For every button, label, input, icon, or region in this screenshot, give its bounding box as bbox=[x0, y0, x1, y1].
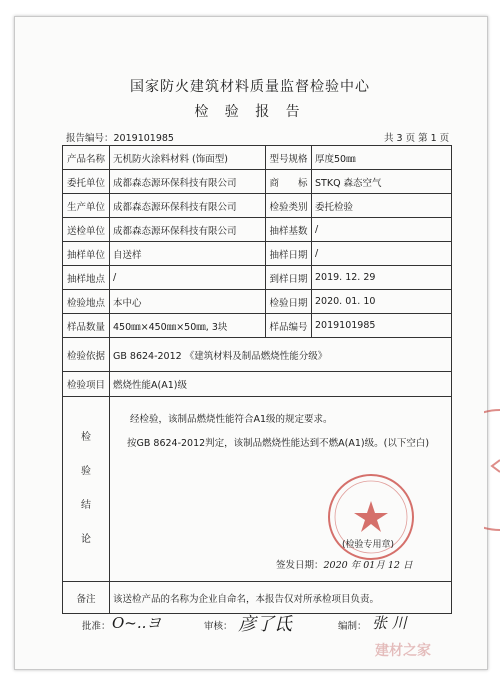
watermark: 建材之家 bbox=[375, 643, 431, 659]
review-label: 审核： bbox=[204, 621, 233, 632]
product-name-value: 无机防火涂料材料 (饰面型) bbox=[110, 146, 266, 170]
model-label: 型号规格 bbox=[266, 146, 312, 170]
sampler-label: 抽样单位 bbox=[63, 242, 110, 266]
issue-date bbox=[276, 557, 412, 571]
sampler-value: 自送样 bbox=[110, 242, 266, 266]
report-table bbox=[62, 145, 452, 614]
seal-caption: (检验专用章) bbox=[342, 540, 395, 550]
arrival-value: 2019. 12. 29 bbox=[312, 266, 452, 290]
issue-date-value: 2020 年 01月 12 日 bbox=[323, 560, 413, 571]
basis-value: GB 8624-2012 《建筑材料及制品燃烧性能分级》 bbox=[110, 338, 452, 372]
sample-date-value: / bbox=[312, 242, 452, 266]
model-value: 厚度50㎜ bbox=[312, 146, 452, 170]
sample-base-value: / bbox=[312, 218, 452, 242]
sample-no-label: 样品编号 bbox=[266, 314, 312, 338]
sample-place-label: 抽样地点 bbox=[63, 266, 110, 290]
client-label: 委托单位 bbox=[63, 170, 110, 194]
institution-title: 国家防火建筑材料质量监督检验中心 bbox=[130, 79, 370, 95]
basis-label: 检验依据 bbox=[63, 338, 110, 372]
issue-date-label: 签发日期： bbox=[276, 560, 324, 571]
arrival-label: 到样日期 bbox=[266, 266, 312, 290]
items-value: 燃烧性能A(A1)级 bbox=[110, 372, 452, 397]
conclusion-line-2: 按GB 8624-2012判定，该制品燃烧性能达到不燃A(A1)级。(以下空白) bbox=[127, 438, 430, 449]
client-value: 成都森态源环保科技有限公司 bbox=[110, 170, 266, 194]
report-title: 检 验 报 告 bbox=[194, 104, 306, 120]
sample-place-value: / bbox=[110, 266, 266, 290]
remark-value: 该送检产品的名称为企业自命名，本报告仅对所承检项目负责。 bbox=[110, 582, 452, 614]
approve-label: 批准： bbox=[82, 621, 111, 632]
approve-signature: O~..ヨ bbox=[112, 614, 162, 632]
review-signature: 彦了氐 bbox=[238, 614, 292, 635]
report-number bbox=[66, 130, 174, 144]
test-type-value: 委托检验 bbox=[312, 194, 452, 218]
sample-base-label: 抽样基数 bbox=[266, 218, 312, 242]
edit-label: 编制： bbox=[338, 621, 367, 632]
remark-label: 备注 bbox=[63, 582, 110, 614]
report-number-label: 报告编号： bbox=[66, 133, 114, 144]
test-place-value: 本中心 bbox=[110, 290, 266, 314]
product-name-label: 产品名称 bbox=[63, 146, 110, 170]
producer-label: 生产单位 bbox=[63, 194, 110, 218]
test-place-label: 检验地点 bbox=[63, 290, 110, 314]
conclusion-label bbox=[63, 397, 110, 582]
test-date-label: 检验日期 bbox=[266, 290, 312, 314]
page-info: 共 3 页 第 1 页 bbox=[384, 133, 450, 144]
test-type-label: 检验类别 bbox=[266, 194, 312, 218]
sample-date-label: 抽样日期 bbox=[266, 242, 312, 266]
submitter-label: 送检单位 bbox=[63, 218, 110, 242]
items-label: 检验项目 bbox=[63, 372, 110, 397]
producer-value: 成都森态源环保科技有限公司 bbox=[110, 194, 266, 218]
report-number-value: 2019101985 bbox=[113, 133, 174, 144]
conclusion-label-text: 检验结论 bbox=[81, 432, 91, 545]
edit-signature: 张 川 bbox=[372, 614, 407, 632]
trademark-label: 商 标 bbox=[266, 170, 312, 194]
quantity-value: 450㎜×450㎜×50㎜, 3块 bbox=[110, 314, 266, 338]
conclusion-line-1: 经检验，该制品燃烧性能符合A1级的规定要求。 bbox=[130, 414, 333, 425]
quantity-label: 样品数量 bbox=[63, 314, 110, 338]
conclusion-cell bbox=[110, 397, 452, 582]
test-date-value: 2020. 01. 10 bbox=[312, 290, 452, 314]
trademark-value: STKQ 森态空气 bbox=[312, 170, 452, 194]
seal-edge-mark bbox=[484, 400, 500, 540]
sample-no-value: 2019101985 bbox=[312, 314, 452, 338]
submitter-value: 成都森态源环保科技有限公司 bbox=[110, 218, 266, 242]
